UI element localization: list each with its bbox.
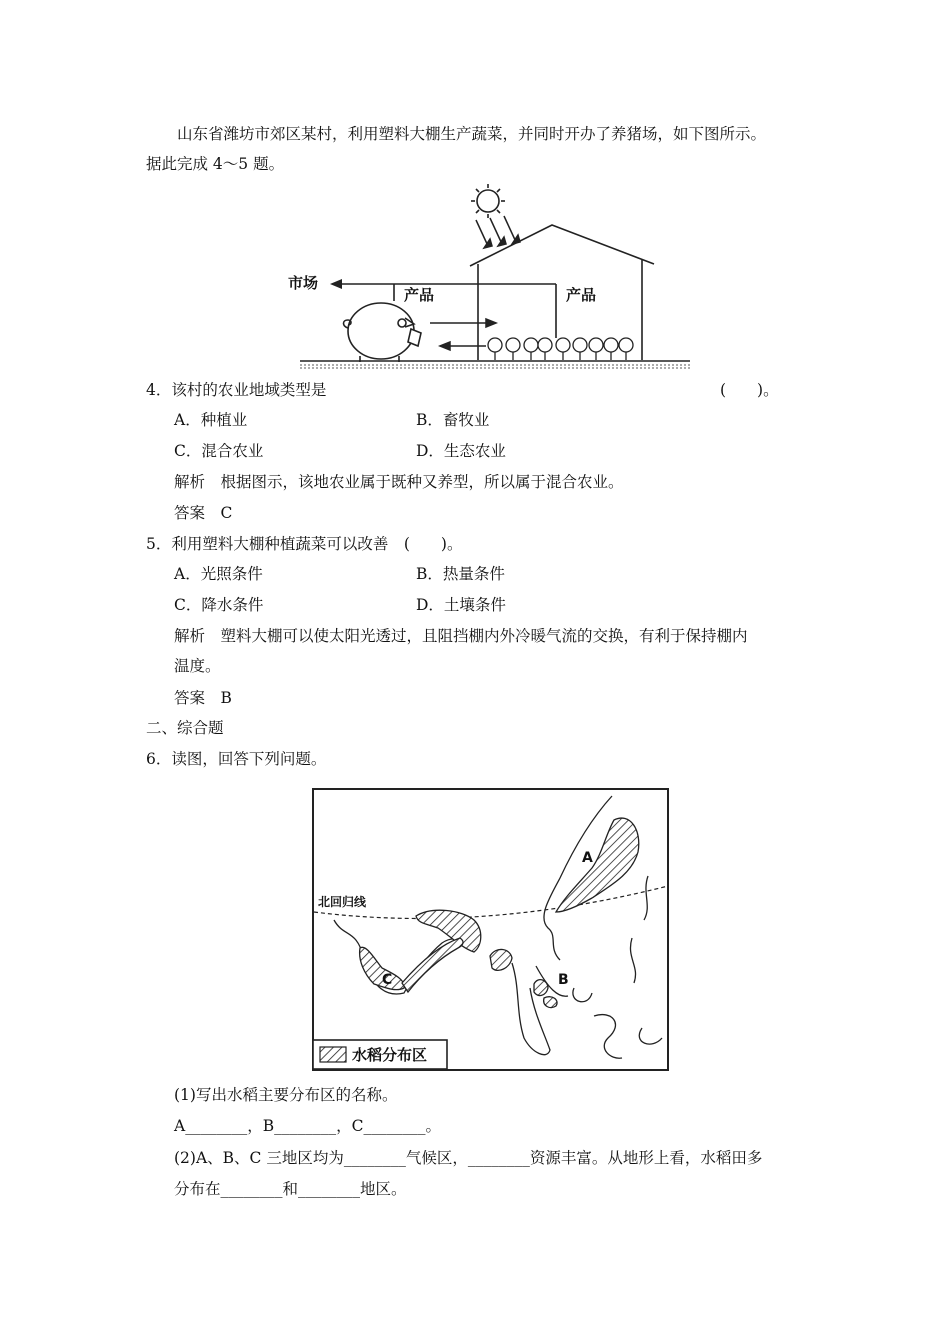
q5-option-b: B．热量条件 [416, 565, 505, 583]
q4-option-b: B．畜牧业 [416, 411, 490, 429]
q5-option-c: C．降水条件 [174, 596, 264, 614]
q4-option-c: C．混合农业 [174, 442, 264, 460]
q4-analysis: 解析 根据图示，该地农业属于既种又养型，所以属于混合农业。 [174, 473, 624, 491]
region-b [534, 980, 548, 996]
rice-distribution-map [312, 788, 670, 1072]
q6-sub2-line-2: 分布在________和________地区。 [174, 1180, 407, 1198]
tropic-label: 北回归线 [318, 895, 367, 909]
q6-sub1-blanks: A________，B________，C________。 [174, 1117, 441, 1135]
market-arrowhead [330, 279, 342, 289]
q4-bracket: ( )。 [720, 381, 779, 399]
legend-label: 水稻分布区 [352, 1046, 428, 1064]
q5-answer: 答案 B [174, 689, 232, 707]
label-a: A [582, 850, 593, 866]
product-label-left: 产品 [404, 286, 435, 304]
product-label-right: 产品 [566, 286, 597, 304]
vegetable-plants [488, 338, 633, 360]
q6-sub1: (1)写出水稻主要分布区的名称。 [174, 1086, 398, 1104]
q6-sub2-line-1: (2)A、B、C 三地区均为________气候区，________资源丰富。从地形上看，水稻田多 [174, 1149, 763, 1167]
intro-line-2: 据此完成 4～5 题。 [146, 155, 285, 173]
sunlight-arrows [476, 216, 520, 248]
label-b: B [558, 972, 569, 988]
region-c-south [544, 997, 557, 1008]
greenhouse-pig-farm-figure [280, 180, 700, 375]
exchange-arrows [430, 319, 496, 350]
q4-stem: 4．该村的农业地域类型是 [146, 381, 327, 399]
q4-answer: 答案 C [174, 504, 233, 522]
legend-hatch-swatch [320, 1047, 346, 1062]
section-title: 二、综合题 [146, 719, 224, 737]
sun-icon [471, 184, 505, 218]
intro-line-1: 山东省潍坊市郊区某村，利用塑料大棚生产蔬菜，并同时开办了养猪场，如下图所示。 [177, 125, 767, 143]
ground [300, 361, 690, 368]
q4-option-d: D．生态农业 [416, 442, 506, 460]
q5-stem: 5．利用塑料大棚种植蔬菜可以改善 ( )。 [146, 535, 463, 553]
label-c: C [382, 972, 393, 988]
market-label: 市场 [288, 274, 319, 292]
map-legend [313, 1040, 447, 1069]
q5-analysis-line-1: 解析 塑料大棚可以使太阳光透过，且阻挡棚内外冷暖气流的交换，有利于保持棚内 [174, 627, 748, 645]
pig [344, 303, 422, 362]
q5-analysis-line-2: 温度。 [174, 657, 221, 675]
q6-stem: 6．读图，回答下列问题。 [146, 750, 327, 768]
q5-option-a: A．光照条件 [174, 565, 263, 583]
q4-option-a: A．种植业 [174, 411, 248, 429]
q5-option-d: D．土壤条件 [416, 596, 506, 614]
